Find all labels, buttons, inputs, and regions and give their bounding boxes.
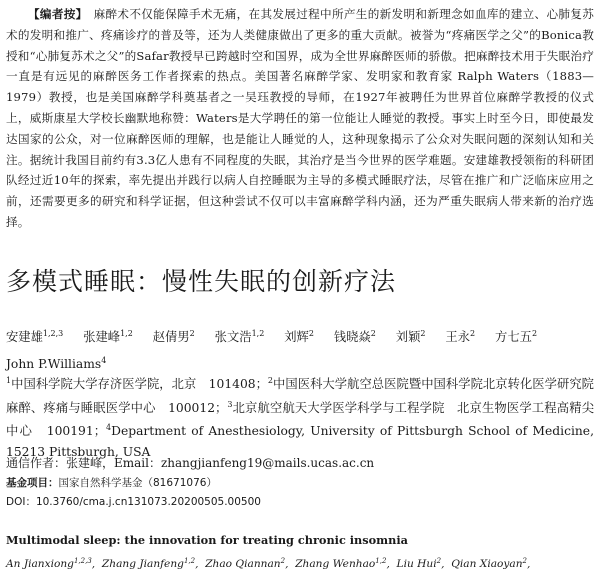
author-affil-sup: 2 [420, 329, 426, 338]
author-affil-sup: 2 [370, 329, 376, 338]
author-name: 刘颖 [395, 330, 421, 344]
english-author-sup: 1,2 [183, 557, 196, 565]
author-affil-sup: 1,2,3 [42, 329, 64, 338]
author-affil-sup: 2 [189, 329, 195, 338]
author [6, 330, 63, 344]
author-name: 钱晓焱 [333, 330, 371, 344]
author [396, 330, 426, 344]
author-name: 赵倩男 [152, 330, 190, 344]
doi: DOI：10.3760/cma.j.cn131073.20200505.00500 [6, 496, 261, 508]
english-author: Qian Xiaoyan [451, 558, 523, 570]
english-author: Zhang Wenhao [295, 558, 376, 570]
author-affil-sup: 2 [308, 329, 314, 338]
english-author-sup: 1,2,3 [73, 557, 92, 565]
affiliation: 北京航空航天大学医学科学与工程学院 北京生物医学工程高精尖中心 100191； [6, 400, 594, 438]
author-name: John P.Williams [6, 357, 102, 371]
editor-note-text: 麻醉术不仅能保障手术无痛，在其发展过程中所产生的新发明和新理念如血库的建立、心肺复苏术的发明和推广、疼痛诊疗的普及等，还为人类健康做出了更多的重大贡献。被誉为“疼痛医学之父”的Bonica教授和“心肺复苏术之父”的Safar教授早已跨越时空和国界，成为全世界麻醉医师的骄傲。把麻醉技术用于失眠治疗一直是有远见的麻醉医务工作者探索的热点。美国著名麻醉学家、发明家和教育家 Ralph Waters（1883—1979）教授，也是美国麻醉学科奠基者之一吴珏教授的导师，在1927年被聘任为世界首位麻醉学教授的仪式上，威斯康星大学校长幽默地称赞：Waters是大学聘任的第一位能让人睡觉的教授。事实上时至今日，即使最发达国家的公众，对一位麻醉医师的理解，也是能让人睡觉的人，这种现象揭示了公众对失眠问题的深刻认知和关注。据统计我国目前约有3.3亿人患有不同程度的失眠，其治疗是当今世界的医学难题。安建雄教授领衔的科研团队经过近10年的探索，率先提出并践行以病人自控睡眠为主导的多模式睡眠疗法，尽管在推广和广泛临床应用之前，还需要更多的研究和科学证据，但这种尝试不仅可以丰富麻醉学科内涵，还为严重失眠病人带来新的治疗选择。 [6, 7, 594, 229]
editor-note-tag: 【编者按】 [28, 7, 88, 21]
author [215, 330, 265, 344]
author [153, 330, 195, 344]
author [6, 357, 106, 371]
author [284, 330, 314, 344]
affiliation: Department of Anesthesiology, University of Pittsburgh School of Medicine, 15213 Pittsburgh, USA [6, 424, 594, 459]
affil-number: 2 [267, 376, 273, 385]
affil-number: 1 [6, 376, 12, 385]
author [495, 330, 537, 344]
english-author-sup: 1,2 [375, 557, 387, 565]
english-author-list: An Jianxiong$^{1,2,3}$, Zhang Jianfeng$^{1,2}$, Zhao Qiannan$^2$, Zhang Wenhao$^{1,2}$, Liu Hui$^2$, Qian Xiaoyan$^2$, [6, 557, 531, 570]
author [445, 330, 475, 344]
author-affil-sup: 1,2 [120, 329, 133, 338]
author-name: 安建雄 [6, 330, 43, 344]
author-name: 方七五 [495, 330, 532, 344]
affiliation: 中国科学院大学存济医学院，北京 101408； [11, 377, 268, 391]
editor-note [6, 4, 594, 244]
english-author: Liu Hui [396, 558, 437, 570]
affiliation: 中国医科大学航空总医院暨中国科学院北京转化医学研究院麻醉、疼痛与睡眠医学中心 100012； [6, 377, 594, 415]
author [334, 330, 376, 344]
english-author: Zhang Jianfeng [101, 558, 184, 570]
funding-text: 国家自然科学基金（81671076） [58, 477, 217, 489]
english-title: Multimodal sleep: the innovation for treating chronic insomnia [6, 533, 408, 547]
english-author-sup: 2 [280, 557, 286, 565]
article-title: 多模式睡眠：慢性失眠的创新疗法 [6, 267, 397, 296]
author-affil-sup: 4 [101, 356, 107, 365]
author-name: 张文浩 [214, 330, 252, 344]
english-author: Zhao Qiannan [205, 558, 281, 570]
author-list [6, 322, 594, 376]
affil-number: 3 [227, 399, 233, 409]
english-author-sup: 2 [522, 557, 527, 565]
funding [6, 475, 594, 491]
author [83, 330, 133, 344]
funding-label: 基金项目： [6, 477, 59, 489]
author-name: 张建峰 [83, 330, 121, 344]
english-author: An Jianxiong [6, 558, 74, 570]
english-author-sup: 2 [436, 557, 442, 565]
author-affil-sup: 2 [531, 329, 538, 338]
correspondence: 通信作者：张建峰，Email：zhangjianfeng19@mails.ucas.ac.cn [6, 456, 375, 470]
author-affil-sup: 1,2 [251, 329, 265, 338]
affiliations [6, 371, 594, 462]
author-name: 王永 [445, 330, 471, 344]
affil-number: 4 [106, 423, 112, 432]
author-name: 刘辉 [284, 330, 309, 344]
author-affil-sup: 2 [470, 329, 476, 338]
